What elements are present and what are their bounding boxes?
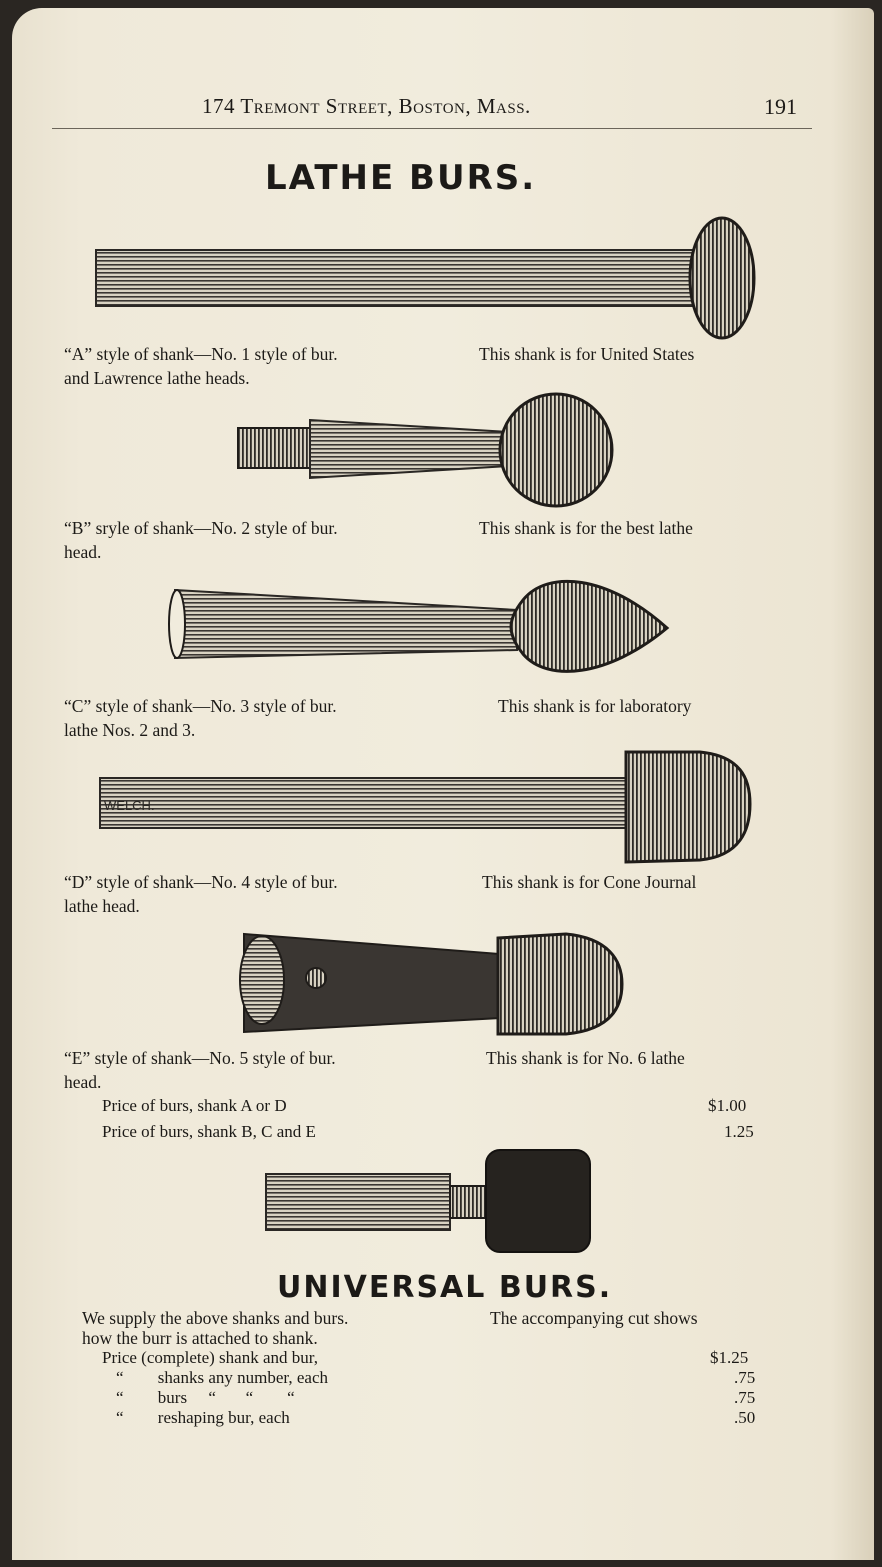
running-head: 174 Tremont Street, Boston, Mass. — [202, 94, 531, 118]
bur-c-head — [511, 581, 667, 671]
universal-price-value-complete: $1.25 — [710, 1348, 749, 1367]
bur-e-caption-left: “E” style of shank—No. 5 style of bur. — [64, 1048, 336, 1068]
bur-d-shank-marking: WELCH. — [104, 798, 155, 813]
price-row-a-d — [102, 1096, 287, 1116]
price-label: Price of burs, shank A or D — [102, 1096, 287, 1115]
universal-price-row-complete — [102, 1348, 318, 1368]
ditto-mark: “ — [116, 1408, 124, 1427]
bur-b-shank — [310, 420, 508, 478]
universal-intro-left: We supply the above shanks and burs. — [82, 1308, 349, 1328]
bur-d-caption — [64, 870, 697, 918]
price-label: shanks any number, each — [157, 1368, 329, 1387]
universal-shank — [266, 1174, 450, 1230]
universal-intro-line2: how the burr is attached to shank. — [82, 1328, 318, 1348]
universal-intro — [82, 1308, 698, 1348]
bur-e-caption-line2: head. — [64, 1072, 102, 1092]
universal-burs-title: UNIVERSAL BURS. — [277, 1270, 613, 1305]
bur-a-head — [690, 218, 754, 338]
bur-b-caption-right: This shank is for the best lathe — [479, 518, 693, 538]
bur-b-caption-left: “B” sryle of shank—No. 2 style of bur. — [64, 518, 338, 538]
universal-bur-head — [486, 1150, 590, 1252]
bur-e-caption — [64, 1046, 685, 1094]
bur-b-illustration — [238, 392, 618, 512]
bur-e-pin-hole — [306, 968, 326, 988]
bur-c-illustration — [167, 570, 677, 680]
bur-b-caption-line2: head. — [64, 542, 102, 562]
price-row-b-c-e — [102, 1122, 316, 1142]
bur-c-socket — [169, 590, 185, 658]
bur-d-caption-line2: lathe head. — [64, 896, 140, 916]
price-label: reshaping bur, each — [157, 1408, 290, 1427]
ditto-mark: “ — [116, 1388, 124, 1407]
bur-e-caption-right: This shank is for No. 6 lathe — [486, 1048, 685, 1068]
bur-a-caption-right: This shank is for United States — [479, 344, 695, 364]
universal-intro-right: The accompanying cut shows — [490, 1308, 698, 1328]
bur-b-thread — [238, 428, 310, 468]
lathe-burs-title: LATHE BURS. — [265, 158, 537, 198]
price-label: Price of burs, shank B, C and E — [102, 1122, 316, 1141]
bur-a-caption — [64, 342, 695, 390]
bur-d-caption-left: “D” style of shank—No. 4 style of bur. — [64, 872, 338, 892]
price-label: burs “ “ “ — [157, 1388, 295, 1407]
universal-price-value-burs: .75 — [734, 1388, 756, 1407]
bur-a-caption-left: “A” style of shank—No. 1 style of bur. — [64, 344, 338, 364]
bur-d-shank — [100, 778, 628, 828]
page-number: 191 — [764, 94, 797, 119]
bur-a-illustration — [96, 208, 756, 338]
universal-price-row-shanks — [116, 1368, 328, 1388]
ditto-mark: “ — [116, 1368, 124, 1387]
header-rule — [52, 128, 812, 129]
universal-price-row-burs — [116, 1388, 295, 1408]
bur-d-head — [626, 752, 750, 862]
bur-c-caption-left: “C” style of shank—No. 3 style of bur. — [64, 696, 337, 716]
universal-price-value-reshaping: .50 — [734, 1408, 756, 1427]
universal-price-row-reshaping — [116, 1408, 290, 1428]
bur-a-caption-line2: and Lawrence lathe heads. — [64, 368, 250, 388]
bur-b-head — [500, 394, 612, 506]
universal-price-value-shanks: .75 — [734, 1368, 756, 1387]
price-label: Price (complete) shank and bur, — [102, 1348, 318, 1367]
price-value-b-c-e: 1.25 — [724, 1122, 754, 1141]
catalog-page — [12, 8, 874, 1560]
bur-c-caption-right: This shank is for laboratory — [498, 696, 692, 716]
universal-bur-illustration — [264, 1148, 594, 1256]
bur-c-shank — [175, 590, 517, 658]
bur-d-caption-right: This shank is for Cone Journal — [482, 872, 697, 892]
bur-c-caption-line2: lathe Nos. 2 and 3. — [64, 720, 196, 740]
bur-d-illustration — [100, 748, 760, 866]
bur-e-illustration — [236, 920, 626, 1044]
bur-e-socket — [240, 936, 284, 1024]
bur-a-shank — [96, 250, 696, 306]
bur-e-head — [498, 934, 622, 1034]
bur-c-caption — [64, 694, 692, 742]
bur-b-caption — [64, 516, 693, 564]
price-value-a-d: $1.00 — [708, 1096, 747, 1115]
